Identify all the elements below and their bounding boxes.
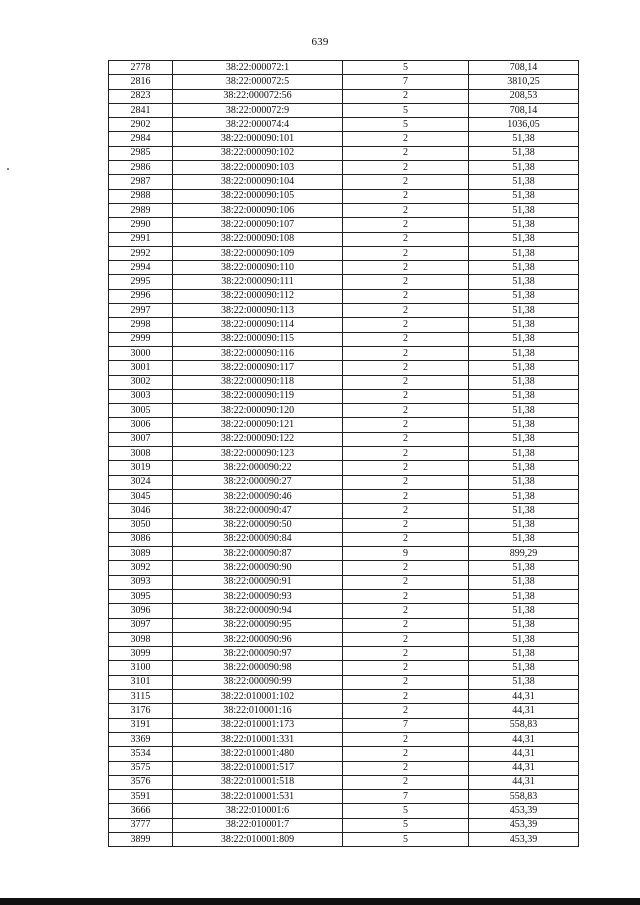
amount-cell: 51,38 xyxy=(469,418,579,432)
table-row xyxy=(109,203,579,217)
row-number-cell: 3046 xyxy=(109,504,173,518)
amount-cell: 51,38 xyxy=(469,132,579,146)
count-cell: 2 xyxy=(343,561,469,575)
row-number-cell: 2778 xyxy=(109,61,173,75)
row-number-cell: 3086 xyxy=(109,532,173,546)
table-row xyxy=(109,589,579,603)
cadastral-number-cell: 38:22:000090:46 xyxy=(173,489,343,503)
cadastral-number-cell: 38:22:010001:480 xyxy=(173,747,343,761)
count-cell: 9 xyxy=(343,547,469,561)
cadastral-number-cell: 38:22:000072:1 xyxy=(173,61,343,75)
cadastral-number-cell: 38:22:000090:122 xyxy=(173,432,343,446)
count-cell: 2 xyxy=(343,775,469,789)
count-cell: 2 xyxy=(343,632,469,646)
amount-cell: 51,38 xyxy=(469,461,579,475)
scan-bottom-edge xyxy=(0,898,640,905)
table-row xyxy=(109,103,579,117)
count-cell: 2 xyxy=(343,447,469,461)
row-number-cell: 3093 xyxy=(109,575,173,589)
table-row xyxy=(109,404,579,418)
amount-cell: 51,38 xyxy=(469,318,579,332)
amount-cell: 51,38 xyxy=(469,518,579,532)
amount-cell: 899,29 xyxy=(469,547,579,561)
count-cell: 2 xyxy=(343,218,469,232)
row-number-cell: 3899 xyxy=(109,833,173,847)
table-row xyxy=(109,61,579,75)
count-cell: 7 xyxy=(343,718,469,732)
count-cell: 2 xyxy=(343,675,469,689)
count-cell: 2 xyxy=(343,189,469,203)
amount-cell: 44,31 xyxy=(469,704,579,718)
row-number-cell: 2996 xyxy=(109,289,173,303)
table-row xyxy=(109,747,579,761)
cadastral-number-cell: 38:22:000090:97 xyxy=(173,647,343,661)
amount-cell: 51,38 xyxy=(469,361,579,375)
cadastral-number-cell: 38:22:000090:27 xyxy=(173,475,343,489)
cadastral-number-cell: 38:22:000090:111 xyxy=(173,275,343,289)
count-cell: 2 xyxy=(343,704,469,718)
row-number-cell: 2995 xyxy=(109,275,173,289)
amount-cell: 51,38 xyxy=(469,647,579,661)
row-number-cell: 3096 xyxy=(109,604,173,618)
row-number-cell: 2999 xyxy=(109,332,173,346)
row-number-cell: 3098 xyxy=(109,632,173,646)
count-cell: 2 xyxy=(343,89,469,103)
row-number-cell: 3092 xyxy=(109,561,173,575)
amount-cell: 51,38 xyxy=(469,389,579,403)
cadastral-number-cell: 38:22:000090:99 xyxy=(173,675,343,689)
row-number-cell: 3101 xyxy=(109,675,173,689)
count-cell: 2 xyxy=(343,404,469,418)
amount-cell: 51,38 xyxy=(469,575,579,589)
table-row xyxy=(109,461,579,475)
count-cell: 5 xyxy=(343,804,469,818)
row-number-cell: 3024 xyxy=(109,475,173,489)
table-row xyxy=(109,389,579,403)
amount-cell: 51,38 xyxy=(469,432,579,446)
amount-cell: 44,31 xyxy=(469,690,579,704)
table-row xyxy=(109,118,579,132)
table-row xyxy=(109,218,579,232)
amount-cell: 51,38 xyxy=(469,632,579,646)
count-cell: 2 xyxy=(343,132,469,146)
table-row xyxy=(109,332,579,346)
table-row xyxy=(109,346,579,360)
count-cell: 5 xyxy=(343,103,469,117)
count-cell: 2 xyxy=(343,604,469,618)
table-row xyxy=(109,790,579,804)
row-number-cell: 3099 xyxy=(109,647,173,661)
table-row xyxy=(109,246,579,260)
amount-cell: 51,38 xyxy=(469,246,579,260)
row-number-cell: 3369 xyxy=(109,732,173,746)
table-row xyxy=(109,361,579,375)
count-cell: 2 xyxy=(343,418,469,432)
scan-speck xyxy=(7,168,9,170)
table-row xyxy=(109,690,579,704)
cadastral-number-cell: 38:22:010001:173 xyxy=(173,718,343,732)
row-number-cell: 3591 xyxy=(109,790,173,804)
amount-cell: 51,38 xyxy=(469,203,579,217)
amount-cell: 51,38 xyxy=(469,475,579,489)
cadastral-number-cell: 38:22:000090:50 xyxy=(173,518,343,532)
cadastral-number-cell: 38:22:000090:120 xyxy=(173,404,343,418)
row-number-cell: 2994 xyxy=(109,261,173,275)
table-row xyxy=(109,547,579,561)
table-row xyxy=(109,89,579,103)
row-number-cell: 2998 xyxy=(109,318,173,332)
amount-cell: 51,38 xyxy=(469,189,579,203)
row-number-cell: 3045 xyxy=(109,489,173,503)
page-number: 639 xyxy=(311,36,329,48)
cadastral-number-cell: 38:22:000090:91 xyxy=(173,575,343,589)
count-cell: 2 xyxy=(343,461,469,475)
cadastral-number-cell: 38:22:010001:531 xyxy=(173,790,343,804)
count-cell: 7 xyxy=(343,790,469,804)
count-cell: 2 xyxy=(343,690,469,704)
count-cell: 2 xyxy=(343,475,469,489)
amount-cell: 51,38 xyxy=(469,589,579,603)
count-cell: 2 xyxy=(343,275,469,289)
table-row xyxy=(109,504,579,518)
cadastral-number-cell: 38:22:000090:102 xyxy=(173,146,343,160)
cadastral-number-cell: 38:22:000090:114 xyxy=(173,318,343,332)
row-number-cell: 3176 xyxy=(109,704,173,718)
count-cell: 2 xyxy=(343,504,469,518)
row-number-cell: 3000 xyxy=(109,346,173,360)
count-cell: 2 xyxy=(343,647,469,661)
row-number-cell: 2988 xyxy=(109,189,173,203)
row-number-cell: 2987 xyxy=(109,175,173,189)
amount-cell: 51,38 xyxy=(469,218,579,232)
count-cell: 2 xyxy=(343,532,469,546)
amount-cell: 51,38 xyxy=(469,618,579,632)
cadastral-number-cell: 38:22:000090:87 xyxy=(173,547,343,561)
table-row xyxy=(109,818,579,832)
cadastral-number-cell: 38:22:000072:9 xyxy=(173,103,343,117)
row-number-cell: 3666 xyxy=(109,804,173,818)
amount-cell: 51,38 xyxy=(469,289,579,303)
row-number-cell: 3050 xyxy=(109,518,173,532)
table-row xyxy=(109,675,579,689)
table-row xyxy=(109,704,579,718)
cadastral-number-cell: 38:22:000090:117 xyxy=(173,361,343,375)
cadastral-number-cell: 38:22:000072:5 xyxy=(173,75,343,89)
amount-cell: 1036,05 xyxy=(469,118,579,132)
row-number-cell: 3534 xyxy=(109,747,173,761)
count-cell: 2 xyxy=(343,146,469,160)
cadastral-number-cell: 38:22:010001:6 xyxy=(173,804,343,818)
row-number-cell: 2990 xyxy=(109,218,173,232)
cadastral-number-cell: 38:22:000090:115 xyxy=(173,332,343,346)
amount-cell: 51,38 xyxy=(469,332,579,346)
cadastral-number-cell: 38:22:010001:16 xyxy=(173,704,343,718)
table-row xyxy=(109,447,579,461)
amount-cell: 51,38 xyxy=(469,489,579,503)
count-cell: 2 xyxy=(343,389,469,403)
table-row xyxy=(109,632,579,646)
row-number-cell: 2816 xyxy=(109,75,173,89)
cadastral-number-cell: 38:22:000090:94 xyxy=(173,604,343,618)
row-number-cell: 2984 xyxy=(109,132,173,146)
cadastral-number-cell: 38:22:010001:518 xyxy=(173,775,343,789)
table-row xyxy=(109,618,579,632)
count-cell: 5 xyxy=(343,118,469,132)
cadastral-number-cell: 38:22:000090:109 xyxy=(173,246,343,260)
table-row xyxy=(109,532,579,546)
table-row xyxy=(109,275,579,289)
amount-cell: 51,38 xyxy=(469,447,579,461)
amount-cell: 44,31 xyxy=(469,732,579,746)
table-row xyxy=(109,475,579,489)
cadastral-number-cell: 38:22:000090:104 xyxy=(173,175,343,189)
count-cell: 2 xyxy=(343,589,469,603)
row-number-cell: 3001 xyxy=(109,361,173,375)
count-cell: 5 xyxy=(343,818,469,832)
row-number-cell: 3008 xyxy=(109,447,173,461)
cadastral-number-cell: 38:22:000090:101 xyxy=(173,132,343,146)
table-row xyxy=(109,647,579,661)
count-cell: 2 xyxy=(343,432,469,446)
count-cell: 2 xyxy=(343,161,469,175)
amount-cell: 453,39 xyxy=(469,833,579,847)
cadastral-number-cell: 38:22:000090:123 xyxy=(173,447,343,461)
count-cell: 2 xyxy=(343,375,469,389)
count-cell: 2 xyxy=(343,304,469,318)
count-cell: 2 xyxy=(343,332,469,346)
table-row xyxy=(109,575,579,589)
count-cell: 2 xyxy=(343,261,469,275)
cadastral-number-cell: 38:22:000090:103 xyxy=(173,161,343,175)
amount-cell: 453,39 xyxy=(469,804,579,818)
cadastral-number-cell: 38:22:000090:106 xyxy=(173,203,343,217)
cadastral-number-cell: 38:22:000090:118 xyxy=(173,375,343,389)
count-cell: 2 xyxy=(343,246,469,260)
row-number-cell: 2823 xyxy=(109,89,173,103)
row-number-cell: 3089 xyxy=(109,547,173,561)
table-row xyxy=(109,232,579,246)
table-row xyxy=(109,318,579,332)
row-number-cell: 2986 xyxy=(109,161,173,175)
row-number-cell: 2989 xyxy=(109,203,173,217)
amount-cell: 3810,25 xyxy=(469,75,579,89)
table-row xyxy=(109,604,579,618)
table-row xyxy=(109,289,579,303)
amount-cell: 51,38 xyxy=(469,675,579,689)
amount-cell: 51,38 xyxy=(469,504,579,518)
amount-cell: 51,38 xyxy=(469,261,579,275)
table-row xyxy=(109,375,579,389)
count-cell: 2 xyxy=(343,747,469,761)
table-body xyxy=(109,61,579,847)
count-cell: 2 xyxy=(343,761,469,775)
cadastral-number-cell: 38:22:010001:7 xyxy=(173,818,343,832)
table-row xyxy=(109,175,579,189)
row-number-cell: 3005 xyxy=(109,404,173,418)
row-number-cell: 3191 xyxy=(109,718,173,732)
amount-cell: 558,83 xyxy=(469,790,579,804)
table-row xyxy=(109,561,579,575)
cadastral-number-cell: 38:22:000090:93 xyxy=(173,589,343,603)
row-number-cell: 3019 xyxy=(109,461,173,475)
table-row xyxy=(109,804,579,818)
cadastral-number-cell: 38:22:000090:113 xyxy=(173,304,343,318)
cadastral-number-cell: 38:22:000090:110 xyxy=(173,261,343,275)
count-cell: 2 xyxy=(343,361,469,375)
table-row xyxy=(109,489,579,503)
amount-cell: 51,38 xyxy=(469,661,579,675)
cadastral-number-cell: 38:22:010001:517 xyxy=(173,761,343,775)
amount-cell: 51,38 xyxy=(469,161,579,175)
cadastral-number-cell: 38:22:000090:116 xyxy=(173,346,343,360)
amount-cell: 44,31 xyxy=(469,775,579,789)
row-number-cell: 3095 xyxy=(109,589,173,603)
table-row xyxy=(109,775,579,789)
count-cell: 7 xyxy=(343,75,469,89)
amount-cell: 708,14 xyxy=(469,103,579,117)
data-table xyxy=(108,60,579,847)
table-row xyxy=(109,718,579,732)
count-cell: 2 xyxy=(343,289,469,303)
row-number-cell: 3007 xyxy=(109,432,173,446)
row-number-cell: 3097 xyxy=(109,618,173,632)
amount-cell: 708,14 xyxy=(469,61,579,75)
count-cell: 2 xyxy=(343,518,469,532)
amount-cell: 51,38 xyxy=(469,175,579,189)
table-row xyxy=(109,261,579,275)
table-row xyxy=(109,661,579,675)
cadastral-number-cell: 38:22:000090:121 xyxy=(173,418,343,432)
cadastral-number-cell: 38:22:000090:119 xyxy=(173,389,343,403)
cadastral-number-cell: 38:22:000090:22 xyxy=(173,461,343,475)
table-row xyxy=(109,418,579,432)
row-number-cell: 3100 xyxy=(109,661,173,675)
amount-cell: 44,31 xyxy=(469,761,579,775)
row-number-cell: 3576 xyxy=(109,775,173,789)
count-cell: 2 xyxy=(343,618,469,632)
table-row xyxy=(109,432,579,446)
table-row xyxy=(109,761,579,775)
table-row xyxy=(109,75,579,89)
amount-cell: 51,38 xyxy=(469,404,579,418)
cadastral-number-cell: 38:22:000090:47 xyxy=(173,504,343,518)
amount-cell: 51,38 xyxy=(469,604,579,618)
cadastral-number-cell: 38:22:000074:4 xyxy=(173,118,343,132)
cadastral-number-cell: 38:22:000090:107 xyxy=(173,218,343,232)
amount-cell: 208,53 xyxy=(469,89,579,103)
amount-cell: 51,38 xyxy=(469,146,579,160)
amount-cell: 51,38 xyxy=(469,375,579,389)
amount-cell: 44,31 xyxy=(469,747,579,761)
count-cell: 2 xyxy=(343,175,469,189)
cadastral-number-cell: 38:22:000090:98 xyxy=(173,661,343,675)
count-cell: 2 xyxy=(343,575,469,589)
table-row xyxy=(109,518,579,532)
table-row xyxy=(109,161,579,175)
table-row xyxy=(109,304,579,318)
count-cell: 2 xyxy=(343,732,469,746)
count-cell: 2 xyxy=(343,232,469,246)
count-cell: 2 xyxy=(343,346,469,360)
row-number-cell: 3006 xyxy=(109,418,173,432)
row-number-cell: 2992 xyxy=(109,246,173,260)
row-number-cell: 3575 xyxy=(109,761,173,775)
table-row xyxy=(109,146,579,160)
count-cell: 5 xyxy=(343,833,469,847)
amount-cell: 453,39 xyxy=(469,818,579,832)
table-row xyxy=(109,732,579,746)
count-cell: 2 xyxy=(343,661,469,675)
cadastral-number-cell: 38:22:000090:108 xyxy=(173,232,343,246)
amount-cell: 51,38 xyxy=(469,304,579,318)
cadastral-number-cell: 38:22:010001:809 xyxy=(173,833,343,847)
cadastral-number-cell: 38:22:000090:90 xyxy=(173,561,343,575)
count-cell: 5 xyxy=(343,61,469,75)
table-row xyxy=(109,132,579,146)
amount-cell: 51,38 xyxy=(469,561,579,575)
row-number-cell: 2985 xyxy=(109,146,173,160)
cadastral-number-cell: 38:22:000090:112 xyxy=(173,289,343,303)
cadastral-number-cell: 38:22:000090:105 xyxy=(173,189,343,203)
table-row xyxy=(109,833,579,847)
cadastral-number-cell: 38:22:010001:102 xyxy=(173,690,343,704)
amount-cell: 558,83 xyxy=(469,718,579,732)
amount-cell: 51,38 xyxy=(469,346,579,360)
table-row xyxy=(109,189,579,203)
count-cell: 2 xyxy=(343,318,469,332)
amount-cell: 51,38 xyxy=(469,232,579,246)
amount-cell: 51,38 xyxy=(469,275,579,289)
amount-cell: 51,38 xyxy=(469,532,579,546)
row-number-cell: 2991 xyxy=(109,232,173,246)
row-number-cell: 3003 xyxy=(109,389,173,403)
table-container xyxy=(108,60,579,847)
cadastral-number-cell: 38:22:000072:56 xyxy=(173,89,343,103)
cadastral-number-cell: 38:22:000090:84 xyxy=(173,532,343,546)
row-number-cell: 3002 xyxy=(109,375,173,389)
row-number-cell: 2902 xyxy=(109,118,173,132)
row-number-cell: 3777 xyxy=(109,818,173,832)
row-number-cell: 2997 xyxy=(109,304,173,318)
row-number-cell: 2841 xyxy=(109,103,173,117)
count-cell: 2 xyxy=(343,203,469,217)
cadastral-number-cell: 38:22:000090:95 xyxy=(173,618,343,632)
cadastral-number-cell: 38:22:010001:331 xyxy=(173,732,343,746)
cadastral-number-cell: 38:22:000090:96 xyxy=(173,632,343,646)
row-number-cell: 3115 xyxy=(109,690,173,704)
count-cell: 2 xyxy=(343,489,469,503)
